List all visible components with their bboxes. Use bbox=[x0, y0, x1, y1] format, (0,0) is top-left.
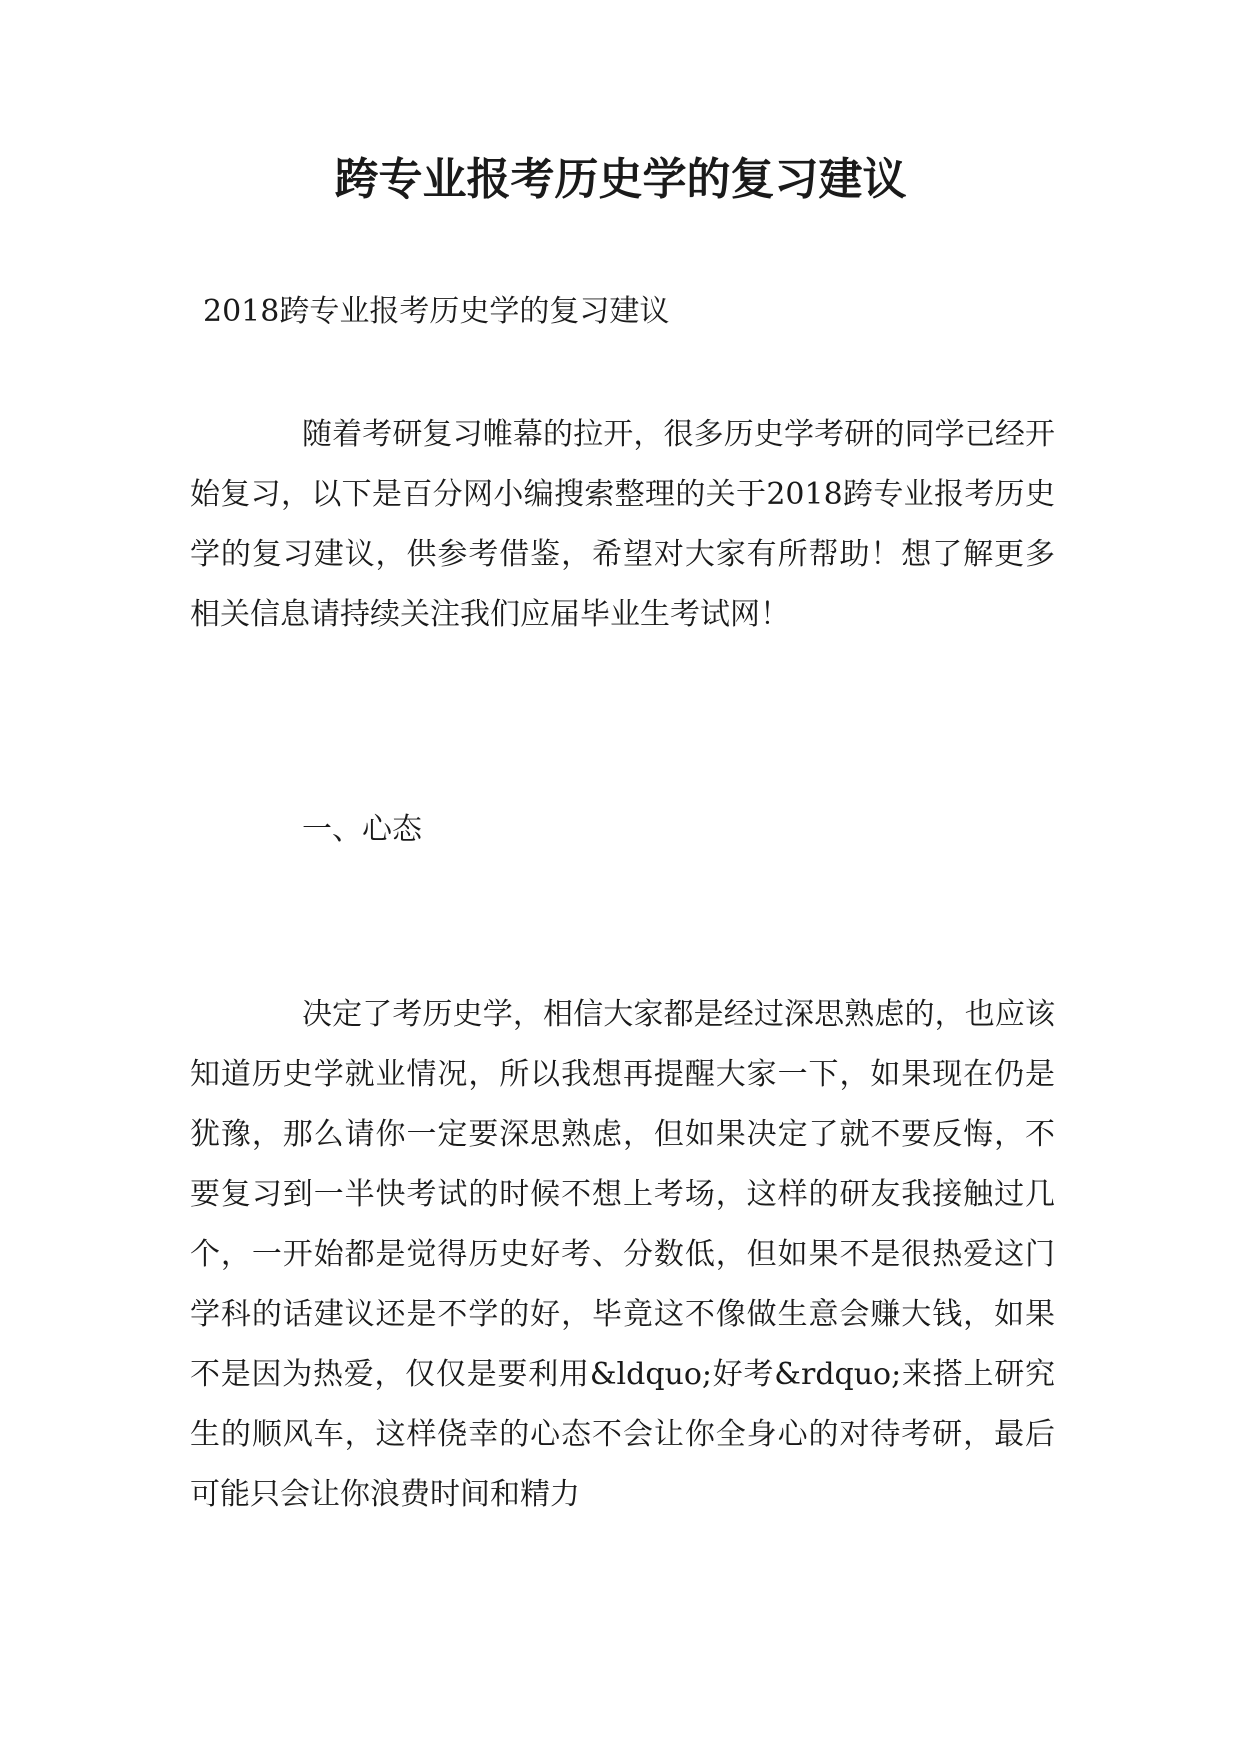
section-paragraph: 决定了考历史学，相信大家都是经过深思熟虑的，也应该知道历史学就业情况，所以我想再提醒大家一下，如果现在仍是犹豫，那么请你一定要深思熟虑，但如果决定了就不要反悔，不要复习到一半快考试的时候不想上考场，这样的研友我接触过几个，一开始都是觉得历史好考、分数低，但如果不是很热爱这门学科的话建议还是不学的好，毕竟这不像做生意会赚大钱，如果不是因为热爱，仅仅是要利用&ldquo;好考&rdquo;来搭上研究生的顺风车，这样侥幸的心态不会让你全身心的对待考研，最后可能只会让你浪费时间和精力 bbox=[190, 997, 1055, 1512]
document-title: 跨专业报考历史学的复习建议 bbox=[334, 154, 907, 205]
document-subtitle: 2018跨专业报考历史学的复习建议 bbox=[203, 294, 670, 329]
intro-paragraph: 随着考研复习帷幕的拉开，很多历史学考研的同学已经开始复习，以下是百分网小编搜索整理的关于2018跨专业报考历史学的复习建议，供参考借鉴，希望对大家有所帮助！想了解更多相关信息请持续关注我们应届毕业生考试网！ bbox=[190, 417, 1055, 632]
section-heading: 一、心态 bbox=[302, 812, 422, 847]
